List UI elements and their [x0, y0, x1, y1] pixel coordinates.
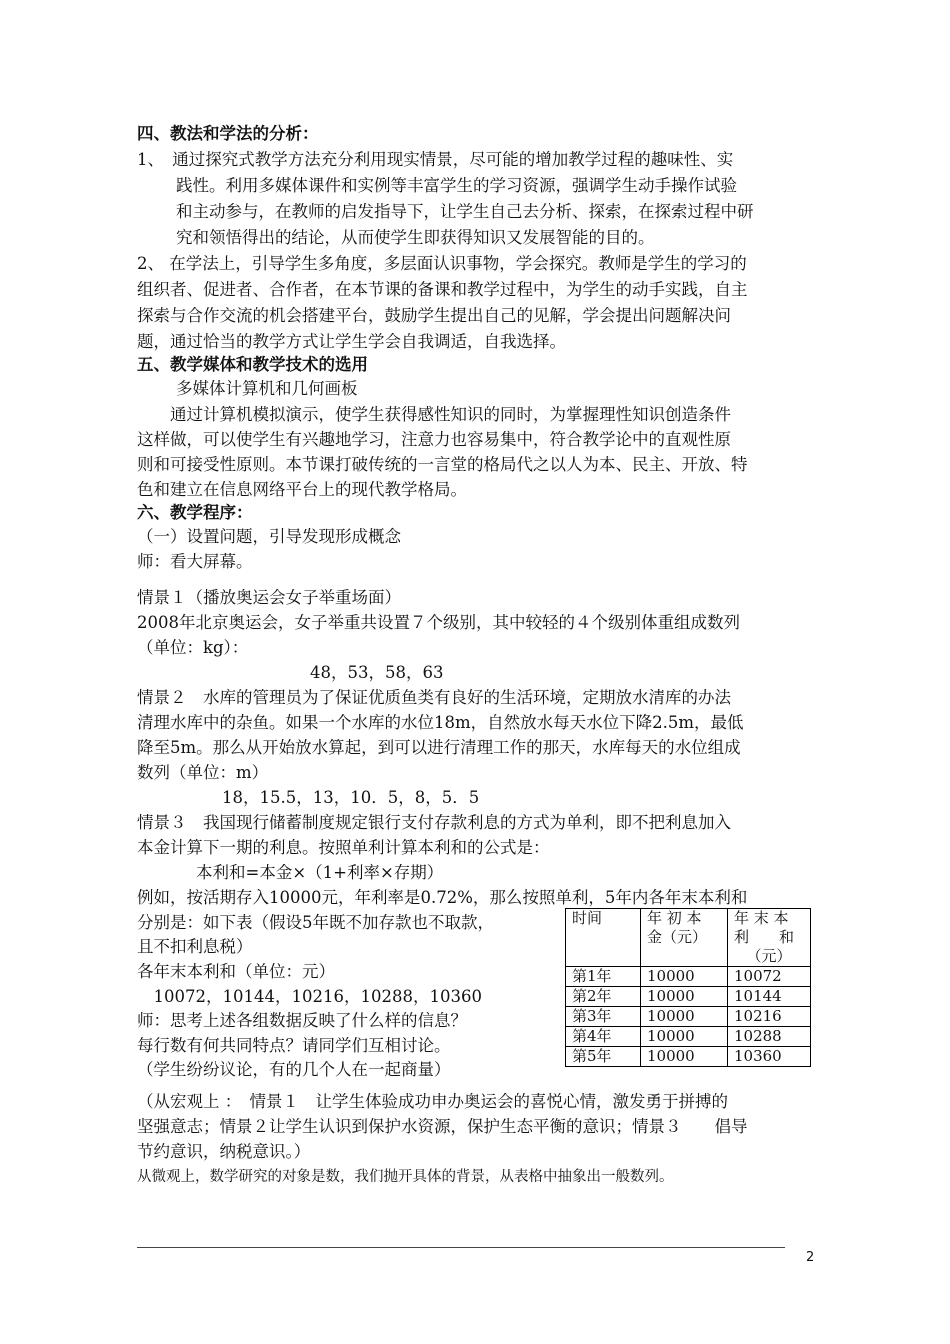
- table-cell: 10000: [641, 1047, 728, 1067]
- header-text: 年 末 本: [734, 909, 789, 927]
- paragraph-line: 组织者、促进者、合作者，在本节课的备课和教学过程中，为学生的动手实践，自主: [137, 280, 748, 299]
- section-5-heading: 五、教学媒体和教学技术的选用: [137, 355, 368, 374]
- scenario-3-data: 10072，10144，10216，10288，10360: [137, 987, 482, 1006]
- scenario-2-text: 情景２ 水库的管理员为了保证优质鱼类有良好的生活环境，定期放水清库的办法: [137, 688, 731, 707]
- table-cell: 10288: [728, 1027, 811, 1047]
- paragraph-line: 通过计算机模拟演示，使学生获得感性知识的同时，为掌握理性知识创造条件: [137, 405, 731, 424]
- table-cell: 第1年: [566, 967, 641, 987]
- section-4-heading: 四、教法和学法的分析：: [137, 124, 319, 143]
- paragraph-line: 这样做，可以使学生有兴趣地学习，注意力也容易集中，符合教学论中的直观性原: [137, 430, 731, 449]
- teacher-question: 每行数有何共同特点？请同学们互相讨论。: [137, 1036, 451, 1055]
- header-text: 利 和: [734, 928, 795, 946]
- table-header-principal: [641, 909, 728, 967]
- paragraph-line: 1、 通过探究式教学方法充分利用现实情景，尽可能的增加教学过程的趣味性、实: [137, 150, 734, 169]
- teacher-question: 师：思考上述各组数据反映了什么样的信息？: [137, 1011, 467, 1030]
- scenario-3-left-line: 且不扣利息税）: [137, 937, 253, 956]
- table-cell: 10000: [641, 967, 728, 987]
- scenario-3-text: 情景３ 我国现行储蓄制度规定银行支付存款利息的方式为单利，即不把利息加入: [137, 813, 731, 832]
- scenario-3-left-line: 各年末本利和（单位：元）: [137, 962, 335, 981]
- table-cell: 第2年: [566, 987, 641, 1007]
- scenario-3-example: 例如，按活期存入10000元，年利率是0.72%，那么按照单利，5年内各年末本利和: [137, 888, 748, 907]
- header-text: 时间: [572, 909, 603, 927]
- paragraph-line: 究和领悟得出的结论，从而使学生即获得知识又发展智能的目的。: [176, 228, 655, 247]
- paragraph-line: 则和可接受性原则。本节课打破传统的一言堂的格局代之以人为本、民主、开放、特: [137, 455, 748, 474]
- table-cell: 第5年: [566, 1047, 641, 1067]
- scenario-2-data: 18，15.5，13，10．5，8，5．5: [222, 788, 480, 807]
- teacher-line: 师：看大屏幕。: [137, 552, 253, 571]
- summary-line: 坚强意志；情景２让学生认识到保护水资源，保护生态平衡的意识；情景３ 倡导: [137, 1117, 748, 1136]
- scenario-1-title: 情景１（播放奥运会女子举重场面）: [137, 588, 401, 607]
- footer-divider: [137, 1247, 785, 1248]
- paragraph-line: 和主动参与，在教师的启发指导下，让学生自己去分析、探索，在探索过程中研: [176, 202, 754, 221]
- table-cell: 10072: [728, 967, 811, 987]
- table-cell: 10360: [728, 1047, 811, 1067]
- scenario-3-text: 本金计算下一期的利息。按照单利计算本利和的公式是：: [137, 838, 550, 857]
- table-cell: 第4年: [566, 1027, 641, 1047]
- section-6-heading: 六、教学程序：: [137, 503, 253, 522]
- header-text: 金（元）: [647, 928, 708, 946]
- scenario-1-text: 2008年北京奥运会，女子举重共设置７个级别，其中较轻的４个级别体重组成数列: [137, 613, 740, 632]
- micro-line: 从微观上，数学研究的对象是数，我们抛开具体的背景，从表格中抽象出一般数列。: [137, 1169, 674, 1185]
- paragraph-line: 题，通过恰当的教学方式让学生学会自我调适，自我选择。: [137, 332, 566, 351]
- scenario-2-text: 清理水库中的杂鱼。如果一个水库的水位18m，自然放水每天水位下降2.5m，最低: [137, 713, 744, 732]
- header-text: （元）: [746, 947, 792, 965]
- tools-line: 多媒体计算机和几何画板: [176, 379, 358, 398]
- paragraph-line: 色和建立在信息网络平台上的现代教学格局。: [137, 480, 467, 499]
- table-row: [566, 987, 811, 1007]
- table-cell: 10000: [641, 1007, 728, 1027]
- interest-table: [565, 908, 811, 1067]
- paragraph-line: 2、 在学法上，引导学生多角度，多层面认识事物，学会探究。教师是学生的学习的: [137, 254, 747, 273]
- student-discussion: （学生纷纷议论，有的几个人在一起商量）: [137, 1060, 451, 1079]
- table-header-time: [566, 909, 641, 967]
- scenario-2-text: 降至5m。那么从开始放水算起，到可以进行清理工作的那天，水库每天的水位组成: [137, 738, 741, 757]
- scenario-3-formula: 本利和=本金×（1+利率×存期）: [196, 863, 444, 882]
- table-row: [566, 1007, 811, 1027]
- scenario-3-left-line: 分别是：如下表（假设5年既不加存款也不取款，: [137, 913, 494, 932]
- scenario-1-text: （单位：kg）：: [137, 638, 249, 657]
- table-row: [566, 967, 811, 987]
- page-number: 2: [806, 1250, 815, 1265]
- table-row: [566, 1027, 811, 1047]
- step-heading: （一）设置问题，引导发现形成概念: [137, 527, 401, 546]
- paragraph-line: 探索与合作交流的机会搭建平台，鼓励学生提出自己的见解，学会提出问题解决问: [137, 306, 731, 325]
- scenario-2-text: 数列（单位：m）: [137, 763, 269, 782]
- table-cell: 10216: [728, 1007, 811, 1027]
- scenario-1-data: 48，53，58，63: [310, 663, 444, 682]
- table-header-total: [728, 909, 811, 967]
- table-cell: 10144: [728, 987, 811, 1007]
- table-cell: 第3年: [566, 1007, 641, 1027]
- table-cell: 10000: [641, 1027, 728, 1047]
- table-row: [566, 1047, 811, 1067]
- paragraph-line: 践性。利用多媒体课件和实例等丰富学生的学习资源，强调学生动手操作试验: [176, 176, 737, 195]
- header-text: 年 初 本: [647, 909, 702, 927]
- table-header-row: [566, 909, 811, 967]
- table-cell: 10000: [641, 987, 728, 1007]
- summary-line: 节约意识，纳税意识。）: [137, 1142, 311, 1161]
- summary-line: （从宏观上 ： 情景１ 让学生体验成功申办奥运会的喜悦心情，激发勇于拼搏的: [137, 1092, 728, 1111]
